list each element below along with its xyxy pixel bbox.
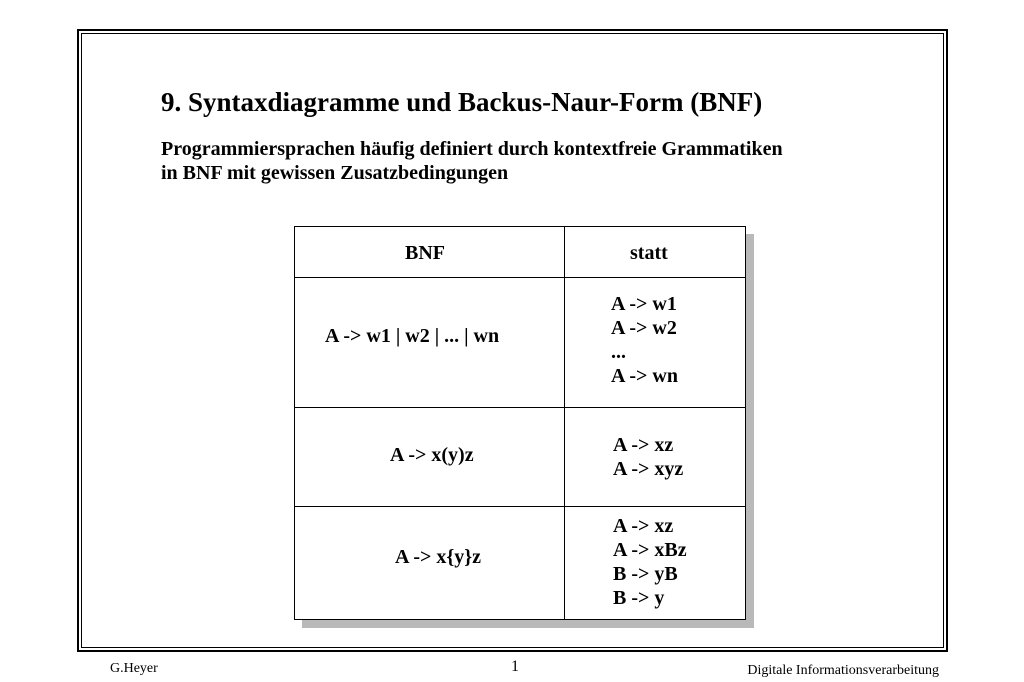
header-bnf: BNF	[405, 242, 445, 264]
subtitle-line-2: in BNF mit gewissen Zusatzbedingungen	[161, 162, 509, 184]
table-row-divider	[295, 407, 745, 408]
row-1-statt-line: A -> w1	[611, 293, 677, 315]
footer-course: Digitale Informationsverarbeitung	[747, 663, 939, 678]
row-1-bnf: A -> w1 | w2 | ... | wn	[325, 325, 500, 347]
row-3-statt-line: A -> xBz	[613, 539, 687, 561]
row-2-statt	[613, 433, 683, 481]
row-3-statt	[613, 514, 687, 610]
table-header-divider	[295, 277, 745, 278]
bnf-comparison-table	[294, 226, 746, 620]
row-1-statt-line: A -> w2	[611, 317, 677, 339]
row-1-statt-line: ...	[611, 341, 626, 363]
header-statt: statt	[630, 242, 668, 264]
row-2-statt-line: A -> xz	[613, 434, 674, 456]
row-1-statt-line: A -> wn	[611, 365, 678, 387]
slide-title: 9. Syntaxdiagramme und Backus-Naur-Form (BNF)	[161, 87, 763, 117]
table-column-divider	[564, 227, 565, 619]
row-1-statt	[611, 292, 678, 388]
row-3-statt-line: B -> y	[613, 587, 665, 609]
footer-page-number: 1	[511, 658, 519, 675]
row-2-bnf: A -> x(y)z	[390, 444, 474, 466]
footer-author: G.Heyer	[110, 661, 158, 676]
subtitle-line-1: Programmiersprachen häufig definiert durch kontextfreie Grammatiken	[161, 138, 783, 160]
slide-subtitle	[161, 137, 783, 185]
row-3-statt-line: A -> xz	[613, 515, 674, 537]
row-3-bnf: A -> x{y}z	[395, 546, 482, 568]
table-row-divider	[295, 506, 745, 507]
row-2-statt-line: A -> xyz	[613, 458, 684, 480]
row-3-statt-line: B -> yB	[613, 563, 678, 585]
